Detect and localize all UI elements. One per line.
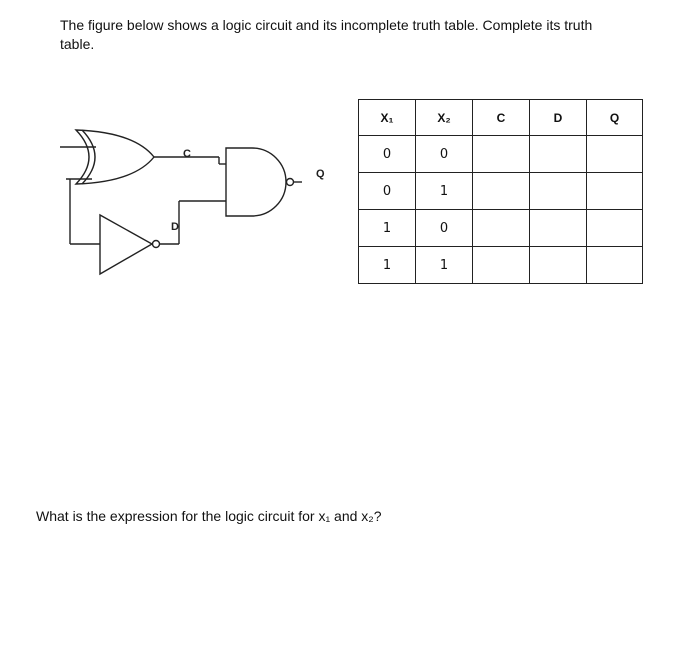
table-row [359,210,643,247]
table-row [359,136,643,173]
cell-q[interactable] [587,247,643,284]
cell-x1: 1 [359,247,416,284]
table-header-row [359,100,643,136]
table-row [359,173,643,210]
cell-q[interactable] [587,210,643,247]
cell-x1: 0 [359,173,416,210]
question-text: What is the expression for the logic circuit for x₁ and x₂? [36,508,382,524]
cell-d[interactable] [530,210,587,247]
logic-circuit-diagram [56,120,336,285]
cell-q[interactable] [587,136,643,173]
cell-x2: 1 [416,173,473,210]
cell-c[interactable] [473,173,530,210]
label-c: C [183,148,191,160]
not-gate [100,215,152,274]
cell-d[interactable] [530,173,587,210]
label-q: Q [316,168,325,180]
cell-c[interactable] [473,136,530,173]
header-q: Q [587,100,643,136]
cell-x2: 0 [416,136,473,173]
cell-c[interactable] [473,210,530,247]
cell-x1: 1 [359,210,416,247]
problem-statement: The figure below shows a logic circuit and its incomplete truth table. Complete its truth table. [60,17,593,52]
and-output-bubble [287,179,294,186]
table-row [359,247,643,284]
cell-x2: 0 [416,210,473,247]
header-c: C [473,100,530,136]
label-d: D [171,221,179,233]
cell-x1: 0 [359,136,416,173]
or-gate [76,130,154,184]
header-x1: X₁ [359,100,416,136]
truth-table [358,99,643,284]
cell-c[interactable] [473,247,530,284]
header-d: D [530,100,587,136]
and-gate [226,148,286,216]
cell-d[interactable] [530,136,587,173]
not-gate-bubble [153,241,160,248]
header-x2: X₂ [416,100,473,136]
cell-x2: 1 [416,247,473,284]
cell-d[interactable] [530,247,587,284]
cell-q[interactable] [587,173,643,210]
